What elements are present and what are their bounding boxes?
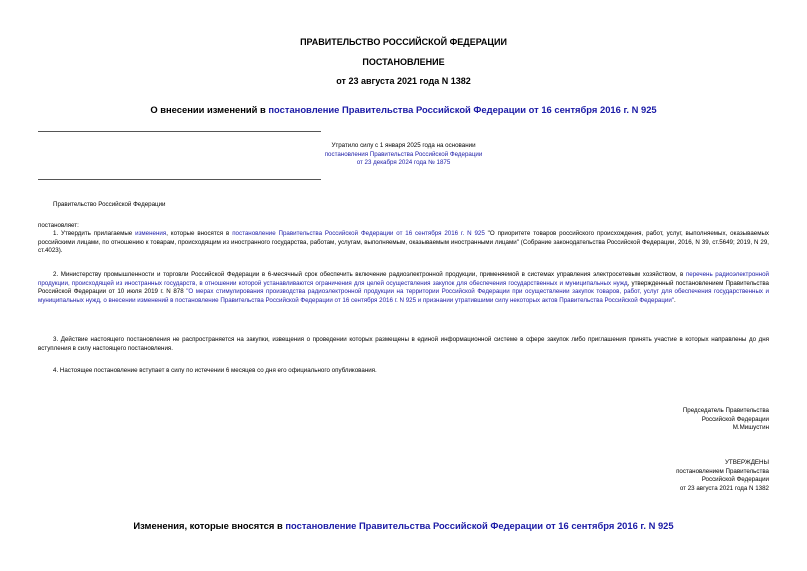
p2-link-list[interactable]: перечень радиоэлектронной продукции, происходящей из иностранных государств, в отношении которой устанавливаются ограничения для целей осуществления закупок для обеспечения государственных и муниципальных нужд: [38, 271, 769, 287]
signature-block: [500, 407, 769, 433]
changes-title-prefix: Изменения, которые вносятся в: [133, 520, 286, 531]
changes-title-link[interactable]: постановление Правительства Российской Федерации от 16 сентября 2016 г. N 925: [285, 520, 674, 531]
doc-type-heading: ПОСТАНОВЛЕНИЕ: [362, 57, 445, 67]
paragraph-1: [38, 230, 769, 256]
p4-text: 4. Настоящее постановление вступает в силу по истечении 6 месяцев со дня его официального опубликования.: [53, 367, 377, 374]
paragraph-4: [38, 367, 769, 376]
p1-text-a: 1. Утвердить прилагаемые: [53, 230, 136, 237]
repeal-notice: [300, 142, 507, 168]
p2-text-c: .: [674, 297, 676, 305]
signature-name: М.Мишустин: [732, 424, 769, 432]
title-prefix: О внесении изменений в: [150, 104, 269, 115]
repeal-notice-link-date[interactable]: от 23 декабря 2024 года № 1875: [356, 159, 451, 167]
approval-line3: Российской Федерации: [701, 476, 769, 484]
document-title: [0, 104, 807, 115]
government-heading: ПРАВИТЕЛЬСТВО РОССИЙСКОЙ ФЕДЕРАЦИИ: [300, 37, 507, 47]
p2-link-resolution[interactable]: "О мерах стимулирования производства радиоэлектронной продукции на территории Российской Федерации при осуществлении закупок товаров, работ, услуг для обеспечения государственных и муниципальных нужд, о внесении изменений в постановление Правительства Российской Федерации от 16 сентября 2016 г. N 925 и признании утратившими силу некоторых актов Правительства Российской Федерации": [38, 288, 769, 305]
paragraph-2: [38, 271, 769, 306]
doc-date-number: от 23 августа 2021 года N 1382: [336, 76, 471, 86]
repeal-notice-line1: Утратило силу с 1 января 2025 года на основании: [331, 142, 476, 149]
p1-text-b: , которые вносятся в: [166, 230, 233, 237]
approval-heading: УТВЕРЖДЕНЫ: [725, 459, 769, 466]
p2-text-a: 2. Министерству промышленности и торговли Российской Федерации в 6-месячный срок обеспечить включение радиоэлектронной продукции, применяемой в системах управления электросетевым хозяйством, в: [53, 271, 686, 278]
p3-text: 3. Действие настоящего постановления не распространяется на закупки, извещения о проведении которых размещены в единой информационной системе в сфере закупок либо приглашения принять участие в которых направлены до дня вступления в силу настоящего постановления.: [38, 336, 769, 352]
approval-block: [500, 459, 769, 494]
resolves: постановляет:: [38, 222, 79, 229]
p2-text-b: , утвержденный постановлением Правительства Российской Федерации от 10 июля 2019 г. N 878: [38, 279, 769, 296]
repeal-notice-link[interactable]: постановления Правительства Российской Федерации: [324, 150, 483, 158]
changes-title: [0, 520, 807, 531]
p1-text-c: "О приоритете товаров российского происхождения, работ, услуг, выполняемых, оказываемых российскими лицами, по отношению к товарам, происходящим из иностранного государства, работам, услугам, выполняемым, оказываемым иностранными лицами" (Собрание законодательства Российской Федерации, 2016, N 39, ст.5649; 2019, N 29, ст.4023).: [38, 230, 769, 255]
signature-position: Председатель Правительства: [682, 407, 769, 414]
title-link[interactable]: постановление Правительства Российской Федерации от 16 сентября 2016 г. N 925: [268, 104, 657, 115]
approval-line2: постановлением Правительства: [676, 467, 769, 475]
p1-link-resolution[interactable]: постановление Правительства Российской Федерации от 16 сентября 2016 г. N 925: [232, 230, 485, 237]
paragraph-3: [38, 336, 769, 353]
divider-top: [38, 131, 321, 132]
approval-line4: от 23 августа 2021 года N 1382: [679, 485, 769, 493]
p1-link-changes[interactable]: изменения: [135, 230, 167, 237]
author: Правительство Российской Федерации: [53, 201, 166, 208]
signature-country: Российской Федерации: [701, 415, 769, 423]
divider-bottom: [38, 179, 321, 180]
